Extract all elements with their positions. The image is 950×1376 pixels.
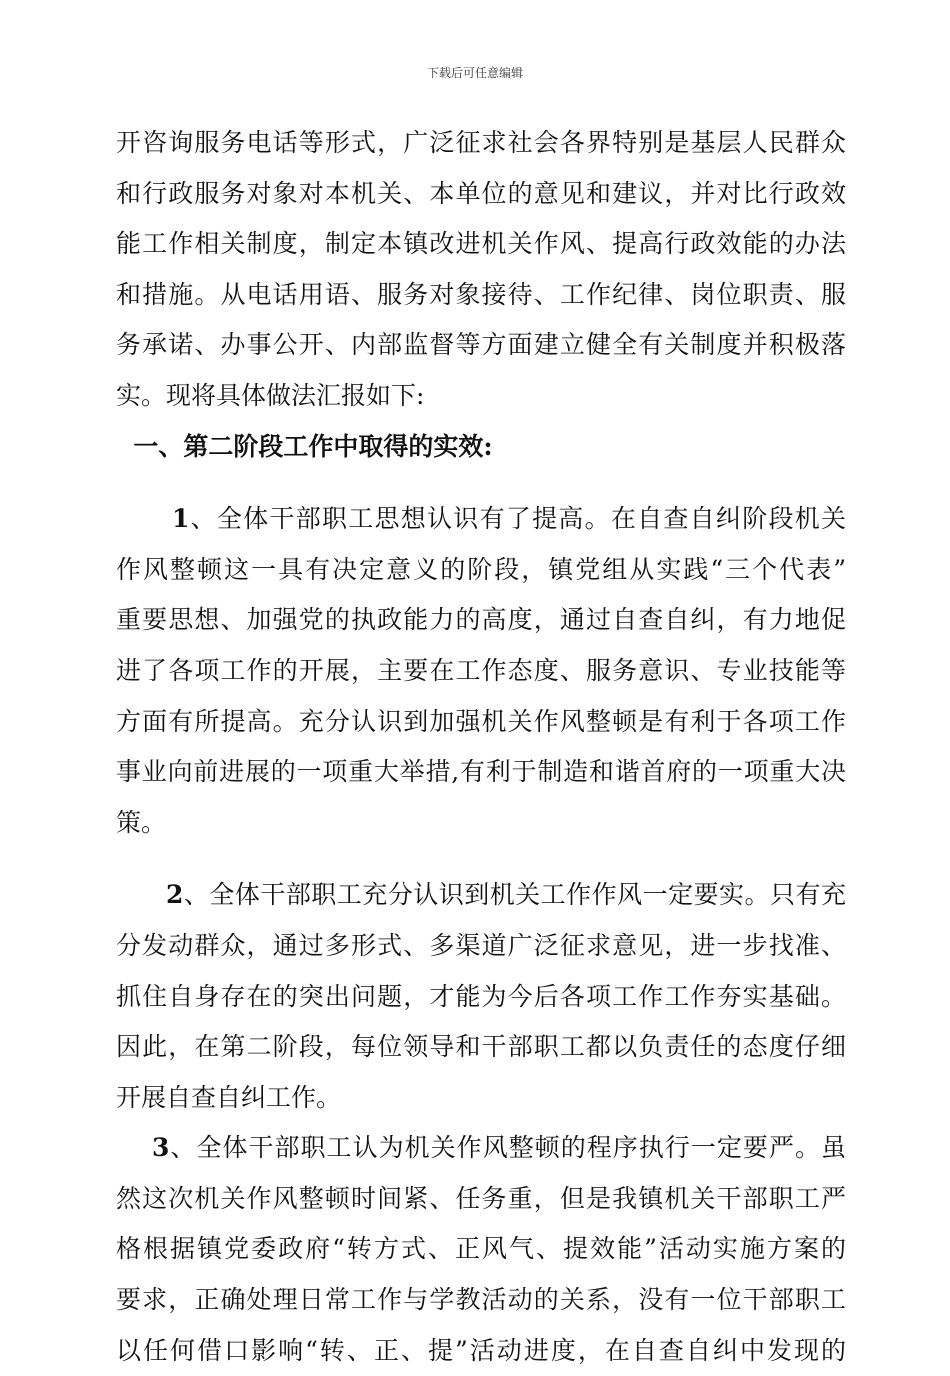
- text-line: 进了各项工作的开展，主要在工作态度、服务意识、专业技能等: [116, 655, 846, 685]
- text-line: [116, 870, 846, 921]
- text-line: [116, 494, 846, 545]
- text-line: 能工作相关制度，制定本镇改进机关作风、提高行政效能的办法: [116, 229, 846, 259]
- text-line: 开展自查自纠工作。: [116, 1082, 342, 1112]
- text-line: 开咨询服务电话等形式，广泛征求社会各界特别是基层人民群众: [116, 128, 846, 157]
- paragraph-item-2: [116, 870, 846, 1123]
- paragraph-item-1: [116, 494, 846, 848]
- document-body: [116, 118, 846, 1376]
- text-line: 重要思想、加强党的执政能力的高度，通过自查自纠，有力地促: [116, 605, 846, 635]
- text-line: 实。现将具体做法汇报如下:: [116, 380, 425, 410]
- text-line: 要求，正确处理日常工作与学教活动的关系，没有一位干部职工: [116, 1285, 846, 1315]
- text-line: 分发动群众，通过多形式、多渠道广泛征求意见，进一步找准、: [116, 930, 846, 960]
- item-number: 3: [152, 1133, 170, 1163]
- section-heading: [116, 422, 846, 473]
- text-line: 因此，在第二阶段，每位领导和干部职工都以负责任的态度仔细: [116, 1032, 846, 1062]
- text-run: 、全体干部职工认为机关作风整顿的程序执行一定要严。虽: [169, 1133, 846, 1163]
- text-run: 、全体干部职工充分认识到机关工作作风一定要实。只有充: [183, 880, 846, 910]
- text-line: 和措施。从电话用语、服务对象接待、工作纪律、岗位职责、服: [116, 279, 846, 309]
- text-line: 格根据镇党委政府“转方式、正风气、提效能”活动实施方案的: [116, 1234, 846, 1264]
- text-line: 作风整顿这一具有决定意义的阶段，镇党组从实践“三个代表”: [116, 554, 846, 584]
- text-line: 然这次机关作风整顿时间紧、任务重，但是我镇机关干部职工严: [116, 1183, 846, 1213]
- text-line: 策。: [116, 807, 167, 837]
- text-line: 务承诺、办事公开、内部监督等方面建立健全有关制度并积极落: [116, 330, 846, 360]
- paragraph-item-3: [116, 1123, 846, 1376]
- text-line: 和行政服务对象对本机关、本单位的意见和建议，并对比行政效: [116, 178, 846, 208]
- item-number: 1: [172, 504, 190, 534]
- page-header: 下载后可任意编辑: [426, 66, 523, 80]
- text-line: [116, 1123, 846, 1174]
- text-line: 方面有所提高。充分认识到加强机关作风整顿是有利于各项工作: [116, 706, 846, 736]
- item-number: 2: [166, 880, 184, 910]
- paragraph-intro: [116, 118, 846, 422]
- text-line: 抓住自身存在的突出问题，才能为今后各项工作工作夯实基础。: [116, 981, 846, 1011]
- text-line: 事业向前进展的一项重大举措,有利于制造和谐首府的一项重大决: [116, 757, 846, 787]
- text-line: 以任何借口影响“转、正、提”活动进度，在自查自纠中发现的: [116, 1335, 846, 1365]
- text-run: 、全体干部职工思想认识有了提高。在自查自纠阶段机关: [189, 504, 846, 534]
- heading-line: 一、第二阶段工作中取得的实效:: [116, 431, 493, 461]
